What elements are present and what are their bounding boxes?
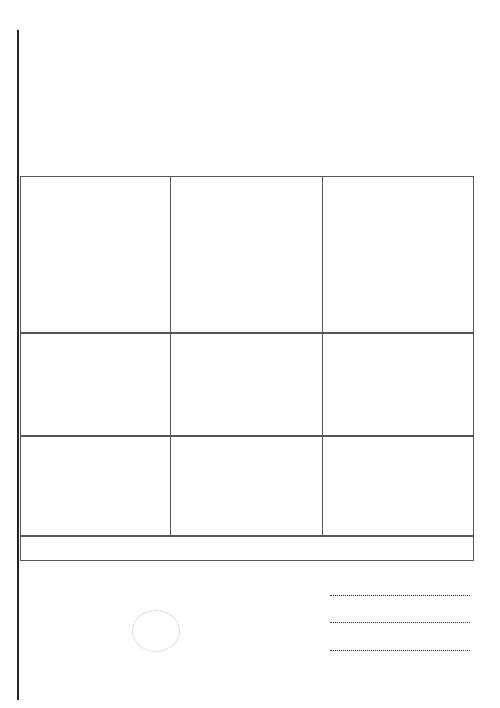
section-row-3: [20, 435, 474, 537]
section-coscienza: [20, 535, 474, 561]
section-row-2: [20, 332, 474, 437]
page-left-edge: [17, 30, 19, 700]
section-row-1: [20, 176, 474, 334]
faint-stamp: [132, 610, 180, 652]
